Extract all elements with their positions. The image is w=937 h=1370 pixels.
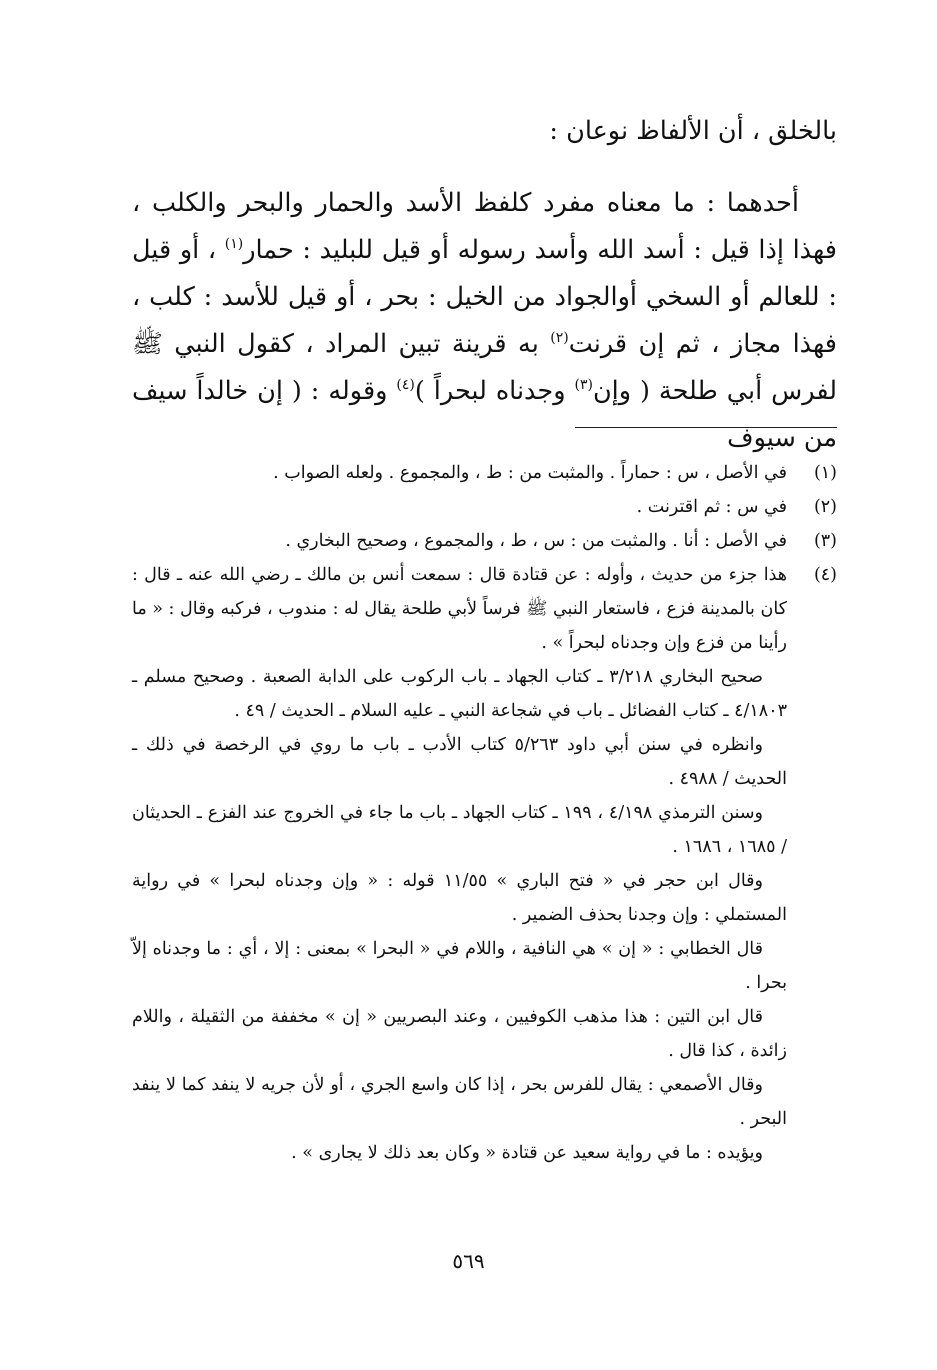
heading-line-text: بالخلق ، أن الألفاظ نوعان : <box>549 116 837 146</box>
footnote-ref-4: (٤) <box>396 377 415 393</box>
footnote-paragraph: هذا جزء من حديث ، وأوله : عن قتادة قال : سمعت أنس بن مالك ـ رضي الله عنه ـ قال : كان بالمدينة فزع ، فاستعار النبي ﷺ فرساً لأبي طلحة يقال له : مندوب ، فركبه وقال : « ما رأينا من فزع وإن وجدناه لبحراً » . <box>132 565 787 653</box>
footnote-paragraph: وانظره في سنن أبي داود ٥/٢٦٣ كتاب الأدب ـ باب ما روي في الرخصة في ذلك ـ الحديث / ٤٩٨٨ . <box>132 735 787 789</box>
footnote-ref-3: (٣) <box>574 377 593 393</box>
footnote-paragraph: وقال الأصمعي : يقال للفرس بحر ، إذا كان واسع الجري ، أو لأن جريه لا ينفد كما لا ينفد البحر . <box>132 1075 787 1129</box>
footnote-number: (٤) <box>813 565 837 585</box>
main-paragraph <box>132 180 837 462</box>
paragraph-segment: به قرينة تبين المراد ، كقول النبي ﷺ لفرس أبي طلحة ( وإن <box>132 329 837 406</box>
paragraph-segment: وقوله : ( إن خالداً سيف من سيوف <box>132 376 837 453</box>
footnote-1 <box>132 456 837 490</box>
page-number: ٥٦٩ <box>452 1249 485 1273</box>
footnote-2 <box>132 490 837 524</box>
footnotes-section <box>132 456 837 1170</box>
paragraph-segment: ، أو قيل : للعالم أو السخي أوالجواد من الخيل : بحر ، أو قيل للأسد : كلب ، فهذا مجاز ، ثم إن قرنت <box>132 235 837 359</box>
footnote-ref-1: (١) <box>224 236 244 252</box>
footnote-separator <box>575 427 837 428</box>
footnote-number: (١) <box>813 463 837 483</box>
main-paragraph-text <box>132 180 837 462</box>
footnote-text: في الأصل ، س : حماراً . والمثبت من : ط ، والمجموع . ولعله الصواب . <box>273 463 787 483</box>
paragraph-segment: أحدهما : ما معناه مفرد كلفظ الأسد والحمار والبحر والكلب ، فهذا إذا قيل : أسد الله وأسد رسوله أو قيل للبليد : حمار <box>132 188 837 265</box>
footnote-number: (٣) <box>813 531 837 551</box>
footnote-number: (٢) <box>813 497 837 517</box>
main-text-heading-line <box>132 108 837 155</box>
footnote-body <box>132 558 787 1170</box>
footnote-body <box>132 456 787 490</box>
footnote-paragraph: قال ابن التين : هذا مذهب الكوفيين ، وعند البصريين « إن » مخففة من الثقيلة ، واللام زائدة ، كذا قال . <box>132 1007 787 1061</box>
footnote-paragraph: وقال ابن حجر في « فتح الباري » ١١/٥٥ قوله : « وإن وجدناه لبحرا » في رواية المستملي : وإن وجدنا بحذف الضمير . <box>132 871 787 925</box>
footnote-text: في س : ثم اقترنت . <box>636 497 787 517</box>
footnote-body <box>132 524 787 558</box>
footnote-ref-2: (٢) <box>550 330 569 346</box>
footnote-4 <box>132 558 837 1170</box>
footnote-text: في الأصل : أنا . والمثبت من : س ، ط ، والمجموع ، وصحيح البخاري . <box>285 531 787 551</box>
footnote-paragraph: ويؤيده : ما في رواية سعيد عن قتادة « وكان بعد ذلك لا يجارى » . <box>291 1143 763 1163</box>
footnote-paragraph: وسنن الترمذي ٤/١٩٨ ، ١٩٩ ـ كتاب الجهاد ـ باب ما جاء في الخروج عند الفزع ـ الحديثان / ١٦٨٥ ، ١٦٨٦ . <box>132 803 787 857</box>
footnote-3 <box>132 524 837 558</box>
paragraph-segment: وجدناه لبحراً ) <box>414 376 575 406</box>
footnote-paragraph: قال الخطابي : « إن » هي النافية ، واللام في « البحرا » بمعنى : إلا ، أي : ما وجدناه إلاّ بحرا . <box>132 939 787 993</box>
footnote-body <box>132 490 787 524</box>
footnote-paragraph: صحيح البخاري ٣/٢١٨ ـ كتاب الجهاد ـ باب الركوب على الدابة الصعبة . وصحيح مسلم ـ ٤/١٨٠٣ ـ كتاب الفضائل ـ باب في شجاعة النبي ـ عليه السلام ـ الحديث / ٤٩ . <box>132 667 787 721</box>
